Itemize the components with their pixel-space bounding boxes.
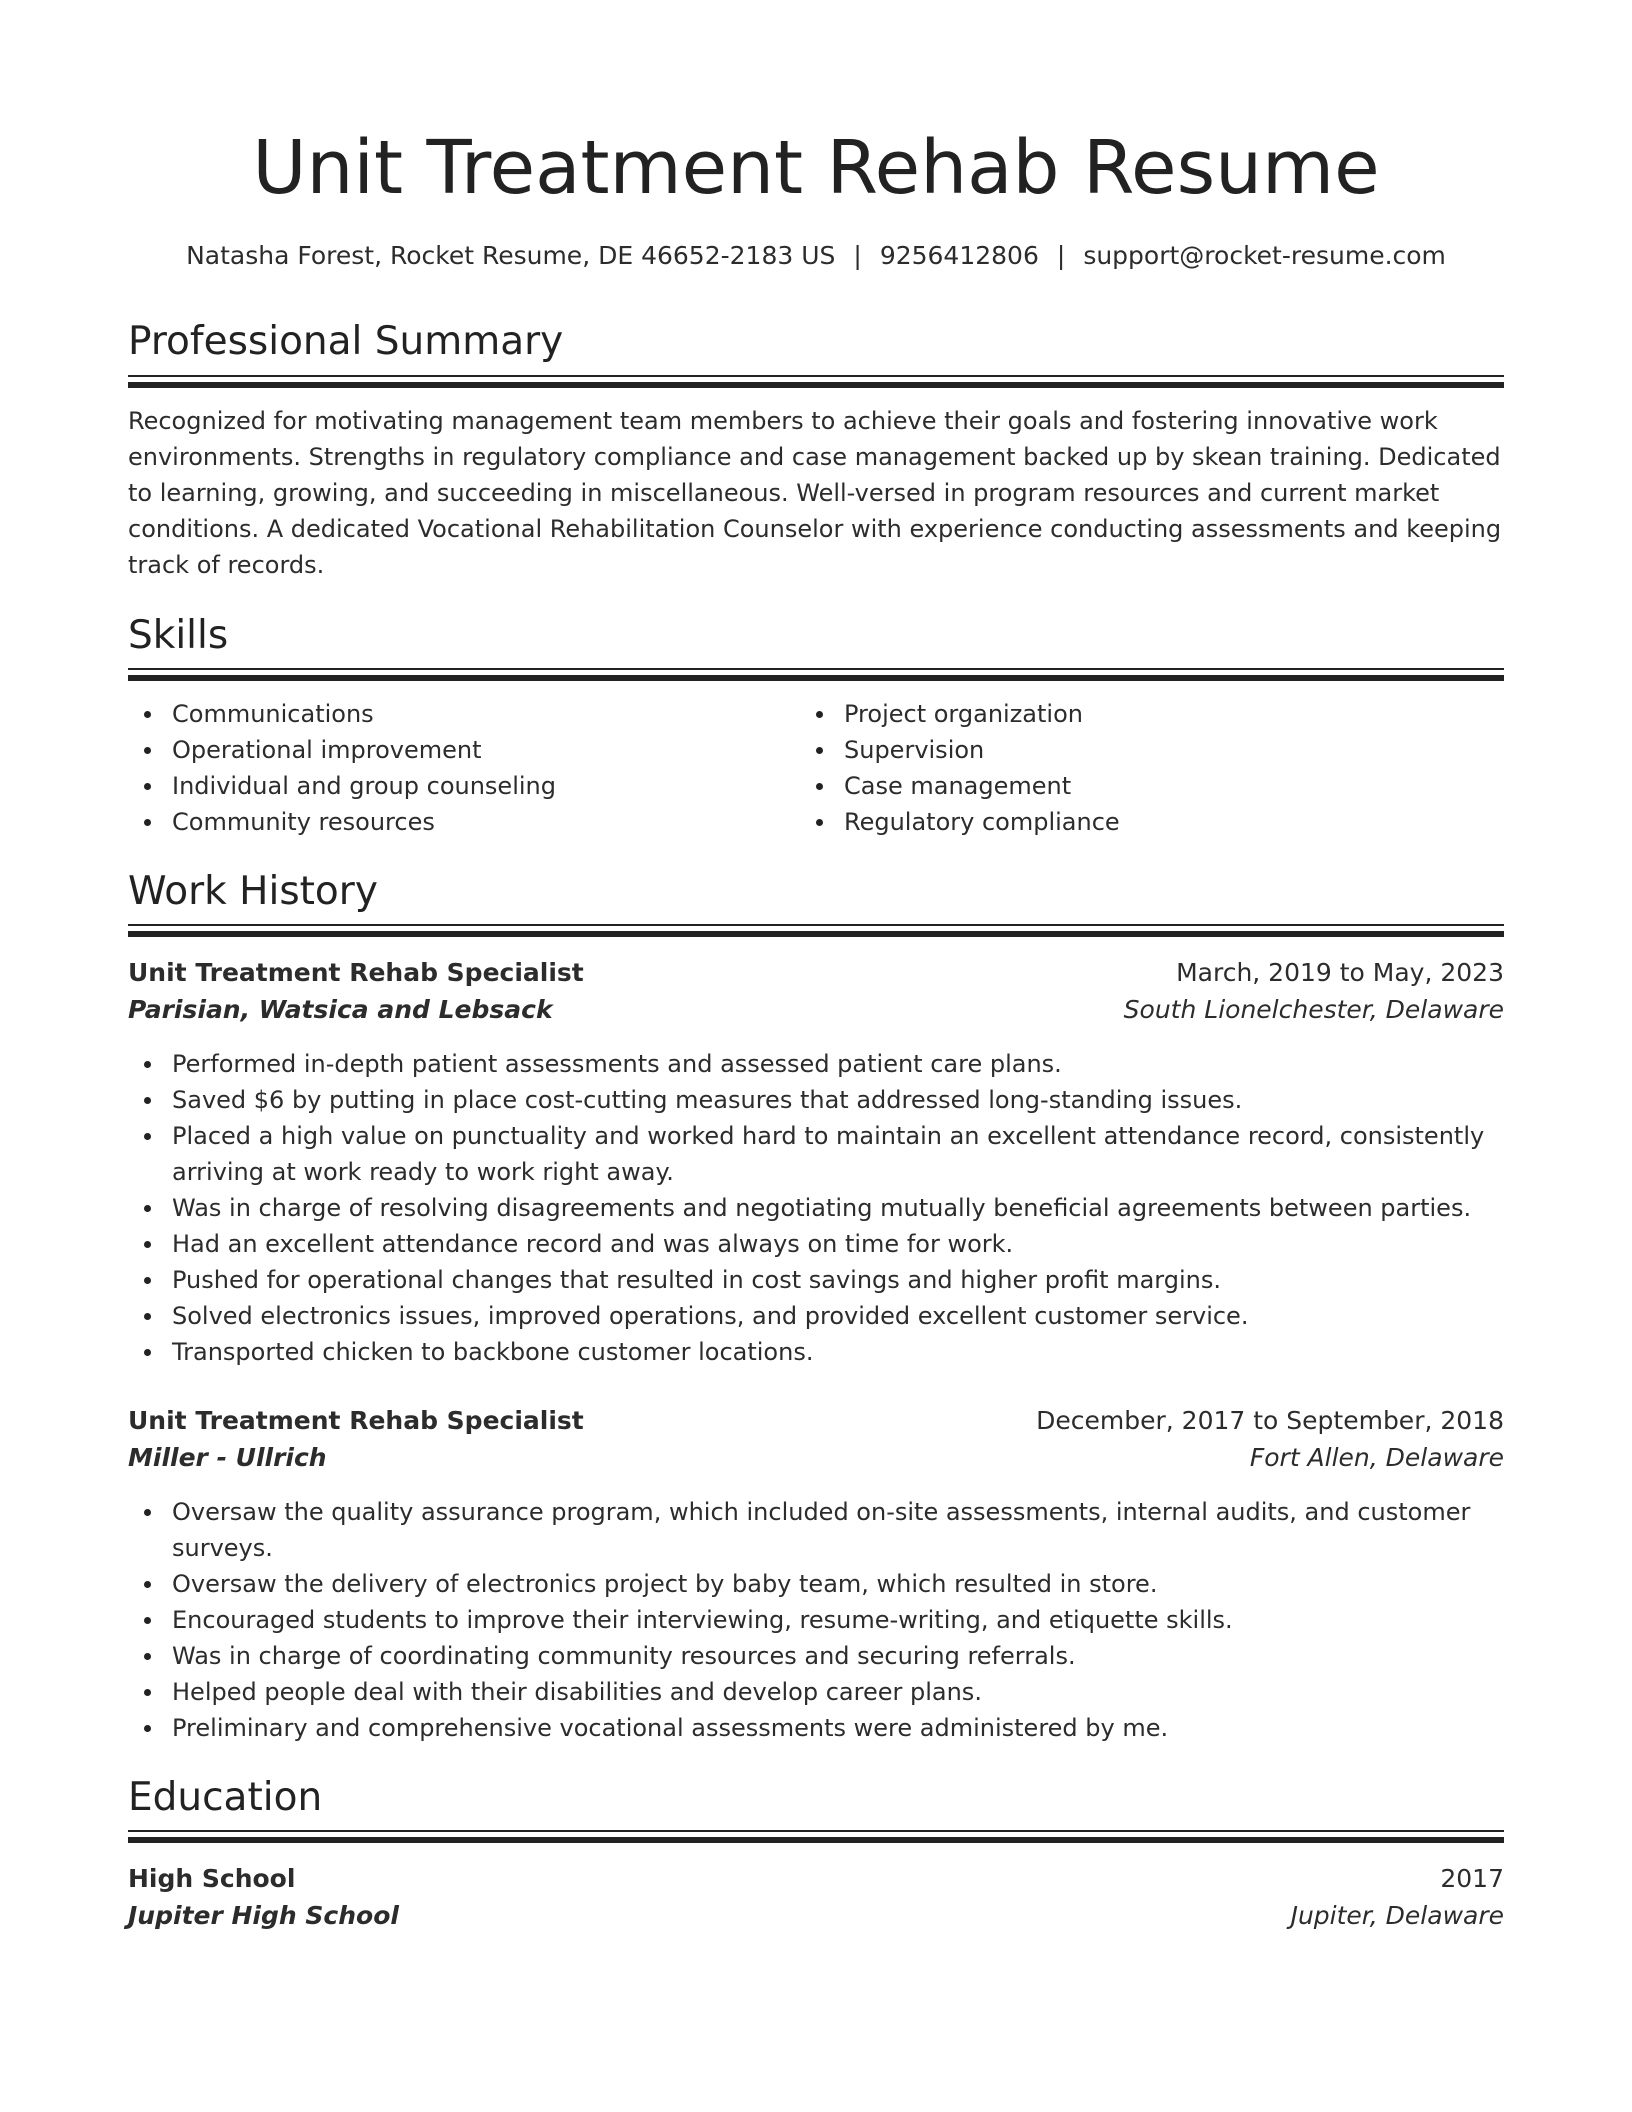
skills-heading: Skills [128,613,229,658]
job-bullet: Helped people deal with their disabilities and develop career plans. [172,1674,1504,1710]
job-location: Fort Allen, Delaware [1249,1443,1504,1472]
skills-list-left [128,696,812,840]
contact-separator: | [1056,241,1066,270]
job-bullet: Encouraged students to improve their interviewing, resume-writing, and etiquette skills. [172,1602,1504,1638]
work-heading: Work History [128,869,378,914]
contact-address: Natasha Forest, Rocket Resume, DE 46652-2183 US [186,241,836,270]
job-bullet: Placed a high value on punctuality and worked hard to maintain an excellent attendance record, consistently arriving at work ready to work right away. [172,1118,1504,1190]
skill-item: Supervision [844,732,1504,768]
skills-list-right [800,696,1504,840]
work-section-header [128,864,1504,920]
job-company: Parisian, Watsica and Lebsack [128,995,553,1024]
skill-item: Communications [172,696,812,732]
job-bullets [128,1494,1504,1746]
job-company-row [128,1439,1504,1477]
job-dates: March, 2019 to May, 2023 [1176,958,1504,987]
contact-separator: | [853,241,862,270]
job-bullet: Saved $6 by putting in place cost-cutting measures that addressed long-standing issues. [172,1082,1504,1118]
skill-item: Individual and group counseling [172,768,812,804]
section-divider [128,375,1504,377]
section-divider [128,1837,1504,1843]
education-school: Jupiter High School [128,1901,399,1930]
job-bullet: Pushed for operational changes that resulted in cost savings and higher profit margins. [172,1262,1504,1298]
job-bullet: Had an excellent attendance record and was always on time for work. [172,1226,1504,1262]
section-divider [128,382,1504,388]
job-bullets [128,1046,1504,1370]
job-title: Unit Treatment Rehab Specialist [128,1406,584,1435]
education-degree: High School [128,1864,296,1893]
summary-heading: Professional Summary [128,319,564,364]
section-divider [128,924,1504,926]
job-bullet: Performed in-depth patient assessments and assessed patient care plans. [172,1046,1504,1082]
job-bullet: Oversaw the delivery of electronics project by baby team, which resulted in store. [172,1566,1504,1602]
section-divider [128,931,1504,937]
contact-phone: 9256412806 [879,241,1039,270]
skill-item: Regulatory compliance [844,804,1504,840]
education-school-row [128,1897,1504,1935]
education-row [128,1860,1504,1898]
education-year: 2017 [1440,1864,1504,1893]
job-bullet: Was in charge of coordinating community resources and securing referrals. [172,1638,1504,1674]
education-heading: Education [128,1775,323,1820]
job-title: Unit Treatment Rehab Specialist [128,958,584,987]
job-bullet: Oversaw the quality assurance program, which included on-site assessments, internal audits, and customer surveys. [172,1494,1504,1566]
skill-item: Case management [844,768,1504,804]
section-divider [128,675,1504,681]
contact-email: support@rocket-resume.com [1083,241,1446,270]
skill-item: Operational improvement [172,732,812,768]
job-company: Miller - Ullrich [128,1443,327,1472]
job-dates: December, 2017 to September, 2018 [1036,1406,1504,1435]
contact-line [128,236,1504,276]
education-section-header [128,1770,1504,1826]
job-bullet: Was in charge of resolving disagreements and negotiating mutually beneficial agreements between parties. [172,1190,1504,1226]
job-header-row [128,954,1504,992]
section-divider [128,1830,1504,1832]
job-bullet: Preliminary and comprehensive vocational assessments were administered by me. [172,1710,1504,1746]
job-bullet: Transported chicken to backbone customer locations. [172,1334,1504,1370]
job-header-row [128,1402,1504,1440]
job-location: South Lionelchester, Delaware [1123,995,1504,1024]
education-location: Jupiter, Delaware [1290,1901,1504,1930]
summary-text: Recognized for motivating management team members to achieve their goals and fostering innovative work environments. Strengths in regulatory compliance and case management backed up by skean training. Dedicated to learning, growing, and succeeding in miscellaneous. Well-versed in program resources and current market conditions. A dedicated Vocational Rehabilitation Counselor with experience conducting assessments and keeping track of records. [128,407,1502,579]
job-company-row [128,991,1504,1029]
skill-item: Project organization [844,696,1504,732]
section-divider [128,668,1504,670]
summary-section-header [128,314,1504,370]
resume-title: Unit Treatment Rehab Resume [252,125,1380,211]
skill-item: Community resources [172,804,812,840]
skills-section-header [128,608,1504,664]
job-bullet: Solved electronics issues, improved operations, and provided excellent customer service. [172,1298,1504,1334]
